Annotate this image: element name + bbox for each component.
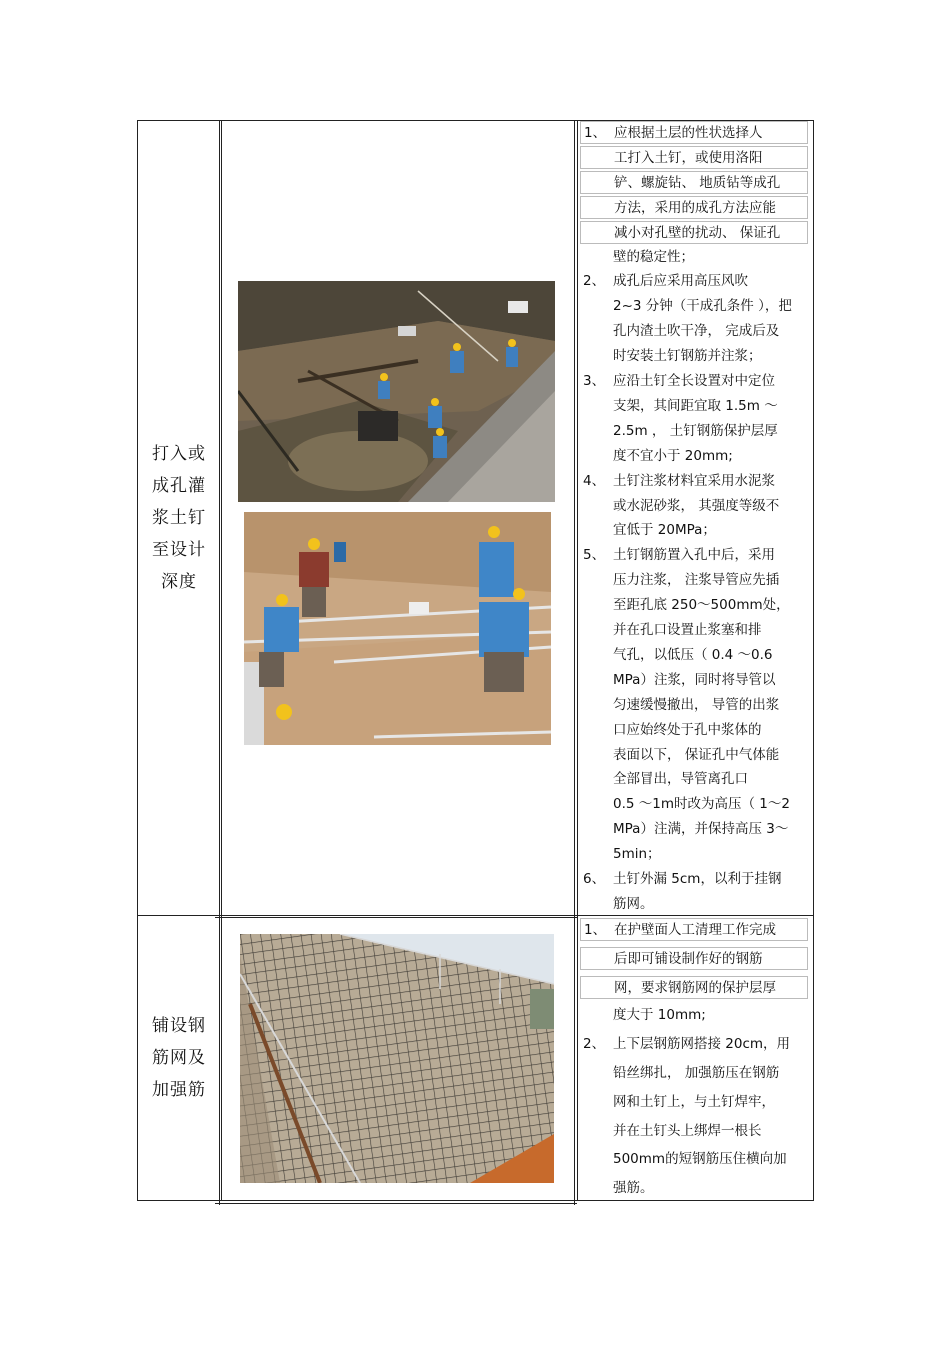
description-line [580,843,808,866]
construction-trench-photo [238,281,555,502]
item-number: 2、 [583,1036,606,1053]
description-text: 气孔，以低压（ 0.4 ～0.6 [613,646,773,663]
description-line [580,719,808,742]
row1-label-line: 成孔灌 [152,476,206,496]
description-text: 上下层钢筋网搭接 20cm，用 [613,1036,791,1053]
description-line [580,196,808,219]
description-line [580,420,808,443]
description-line [580,744,808,767]
description-line [580,121,808,144]
description-text: 孔内渣土吹干净， 完成后及 [613,323,780,340]
description-line [580,395,808,418]
description-line [580,793,808,816]
description-line [580,445,808,468]
row2-label-line: 铺设钢 [152,1016,206,1036]
description-text: 时安装土钉钢筋并注浆； [613,348,762,365]
row1-label-line: 浆土钉 [152,508,206,528]
description-line [580,669,808,692]
description-line [580,221,808,244]
row1-label-line: 至设计 [152,540,206,560]
description-text: 强筋。 [613,1180,654,1197]
description-text: MPa）注满，并保持高压 3～ [613,821,789,838]
description-text: 压力注浆， 注浆导管应先插 [613,572,780,589]
workers-inserting-nails-photo [244,512,551,745]
description-text: 应根据土层的性状选择人 [614,125,763,141]
description-text: 口应始终处于孔中浆体的 [613,721,762,738]
description-line [580,947,808,970]
description-line [580,818,808,841]
description-text: MPa）注浆，同时将导管以 [613,671,776,688]
description-text: 0.5 ～1m时改为高压（ 1～2 [613,796,790,813]
row2-label-line: 筋网及 [152,1048,206,1068]
description-line [580,519,808,542]
description-line [580,893,808,916]
item-number: 2、 [583,273,606,290]
description-line [580,270,808,293]
description-text: 或水泥砂浆， 其强度等级不 [613,497,780,514]
description-line [580,918,808,941]
row2-label [149,1010,209,1106]
row1-label-line: 深度 [161,572,197,592]
description-line [580,320,808,343]
column-divider-2 [574,120,575,1205]
description-line [580,544,808,567]
description-line [580,694,808,717]
description-line [580,1148,808,1171]
description-text: 支架，其间距宜取 1.5m ～ [613,397,778,414]
description-line [580,246,808,269]
description-text: 成孔后应采用高压风吹 [613,273,748,290]
description-line [580,171,808,194]
description-line [580,976,808,999]
description-text: 铲、螺旋钻、 地质钻等成孔 [614,174,781,191]
description-text: 2~3 分钟（干成孔条件 ），把 [613,298,792,315]
item-number: 6、 [583,871,606,887]
item-number: 5、 [583,547,606,564]
description-text: 方法，采用的成孔方法应能 [614,199,776,216]
description-text: 全部冒出，导管离孔口 [613,771,748,788]
row2-label-cell [137,916,221,1200]
description-line [580,470,808,493]
row1-label [149,438,209,598]
row1-label-cell [137,121,221,915]
description-text: 壁的稳定性； [613,248,694,265]
description-line [580,868,808,891]
item-number: 1、 [584,922,607,938]
steel-mesh-slope-photo [240,934,554,1183]
description-text: 后即可铺设制作好的钢筋 [614,950,763,967]
description-line [580,1004,808,1027]
description-line [580,594,808,617]
description-text: 至距孔底 250～500mm处， [613,597,790,614]
description-line [580,1120,808,1143]
description-text: 网，要求钢筋网的保护层厚 [614,979,776,996]
description-text: 土钉钢筋置入孔中后，采用 [613,547,775,564]
description-text: 减小对孔壁的扰动、 保证孔 [614,224,781,241]
description-line [580,295,808,318]
description-line [580,1091,808,1114]
description-line [580,1062,808,1085]
description-line [580,1033,808,1056]
description-line [580,345,808,368]
description-text: 网和土钉上，与土钉焊牢， [613,1093,775,1110]
description-line [580,146,808,169]
item-number: 4、 [583,472,606,489]
description-line [580,619,808,642]
column-divider-1 [221,120,222,1201]
description-text: 铅丝绑扎， 加强筋压在钢筋 [613,1065,780,1081]
description-text: 筋网。 [613,895,654,912]
table-bottom-shadow [215,1203,577,1204]
description-text: 土钉注浆材料宜采用水泥浆 [613,472,775,489]
description-line [580,370,808,393]
row1-description [576,121,812,915]
description-text: 表面以下， 保证孔中气体能 [613,746,780,763]
description-text: 工打入土钉，或使用洛阳 [614,149,763,166]
description-text: 度不宜小于 20mm; [613,447,733,464]
description-text: 匀速缓慢撤出， 导管的出浆 [613,696,780,713]
row1-label-line: 打入或 [152,444,206,464]
description-line [580,1177,808,1200]
description-line [580,644,808,667]
description-text: 2.5m ， 土钉钢筋保护层厚 [613,422,778,439]
description-text: 并在土钉头上绑焊一根长 [613,1122,762,1139]
description-text: 土钉外漏 5cm，以利于挂钢 [613,871,782,887]
description-text: 宜低于 20MPa； [613,522,716,539]
description-text: 应沿土钉全长设置对中定位 [613,373,775,389]
description-text: 在护壁面人工清理工作完成 [614,922,776,938]
description-line [580,569,808,592]
row-divider-shadow [215,917,577,918]
row2-label-line: 加强筋 [152,1080,206,1100]
table-right-border [813,120,814,1201]
row2-description [576,916,812,1200]
item-number: 1、 [584,125,607,141]
description-text: 度大于 10mm; [613,1007,706,1024]
item-number: 3、 [583,373,606,389]
description-text: 并在孔口设置止浆塞和排 [613,622,762,638]
description-text: 500mm的短钢筋压住横向加 [613,1151,787,1168]
description-text: 5min； [613,846,661,863]
description-line [580,768,808,791]
description-line [580,495,808,518]
